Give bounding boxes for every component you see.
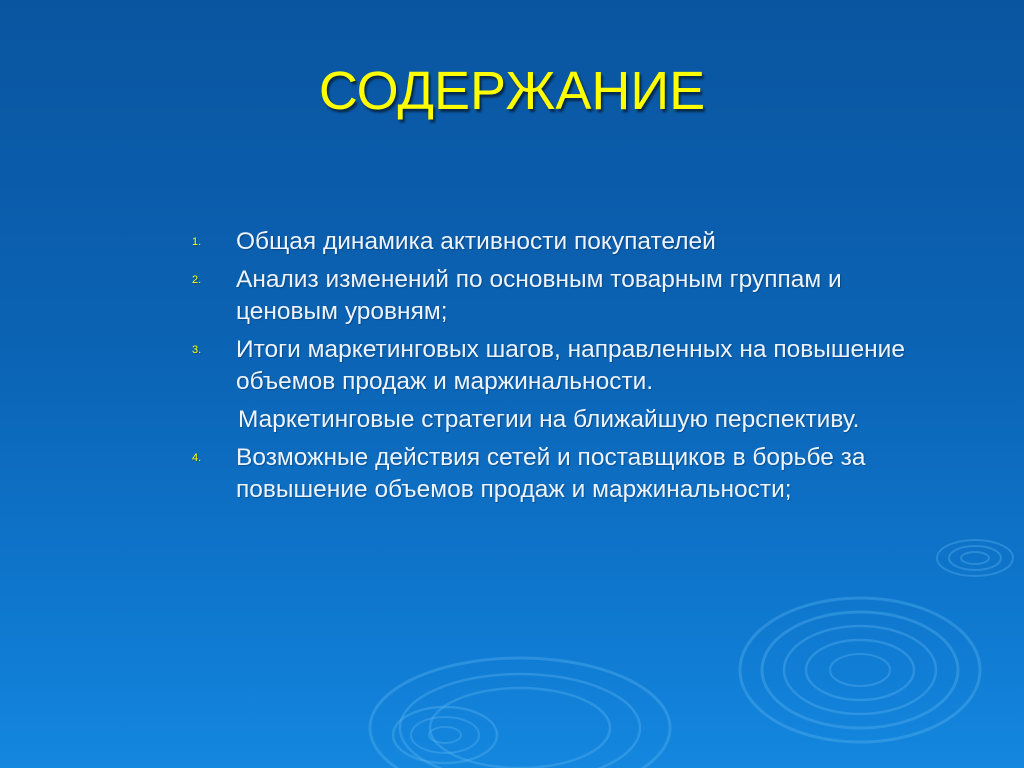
list-item (186, 442, 946, 506)
list-item-number: 3. (192, 344, 202, 356)
list-item-text: Маркетинговые стратегии на ближайшую перспективу. (238, 406, 860, 433)
list-item (186, 334, 946, 398)
list-item-text: Анализ изменений по основным товарным группам и ценовым уровням; (236, 266, 842, 325)
slide-title: СОДЕРЖАНИЕ (318, 61, 706, 121)
list-item (186, 226, 946, 258)
list-item (186, 264, 946, 328)
list-item-number: 4. (192, 452, 202, 464)
list-item-unnumbered (186, 404, 946, 436)
list-item-number: 2. (192, 274, 202, 286)
list-item-text: Итоги маркетинговых шагов, направленных на повышение объемов продаж и маржинальности. (236, 336, 905, 395)
list-item-number: 1. (192, 236, 202, 248)
contents-list (186, 226, 946, 512)
list-item-text: Возможные действия сетей и поставщиков в борьбе за повышение объемов продаж и маржинальности; (236, 444, 866, 503)
list-item-text: Общая динамика активности покупателей (236, 228, 716, 255)
